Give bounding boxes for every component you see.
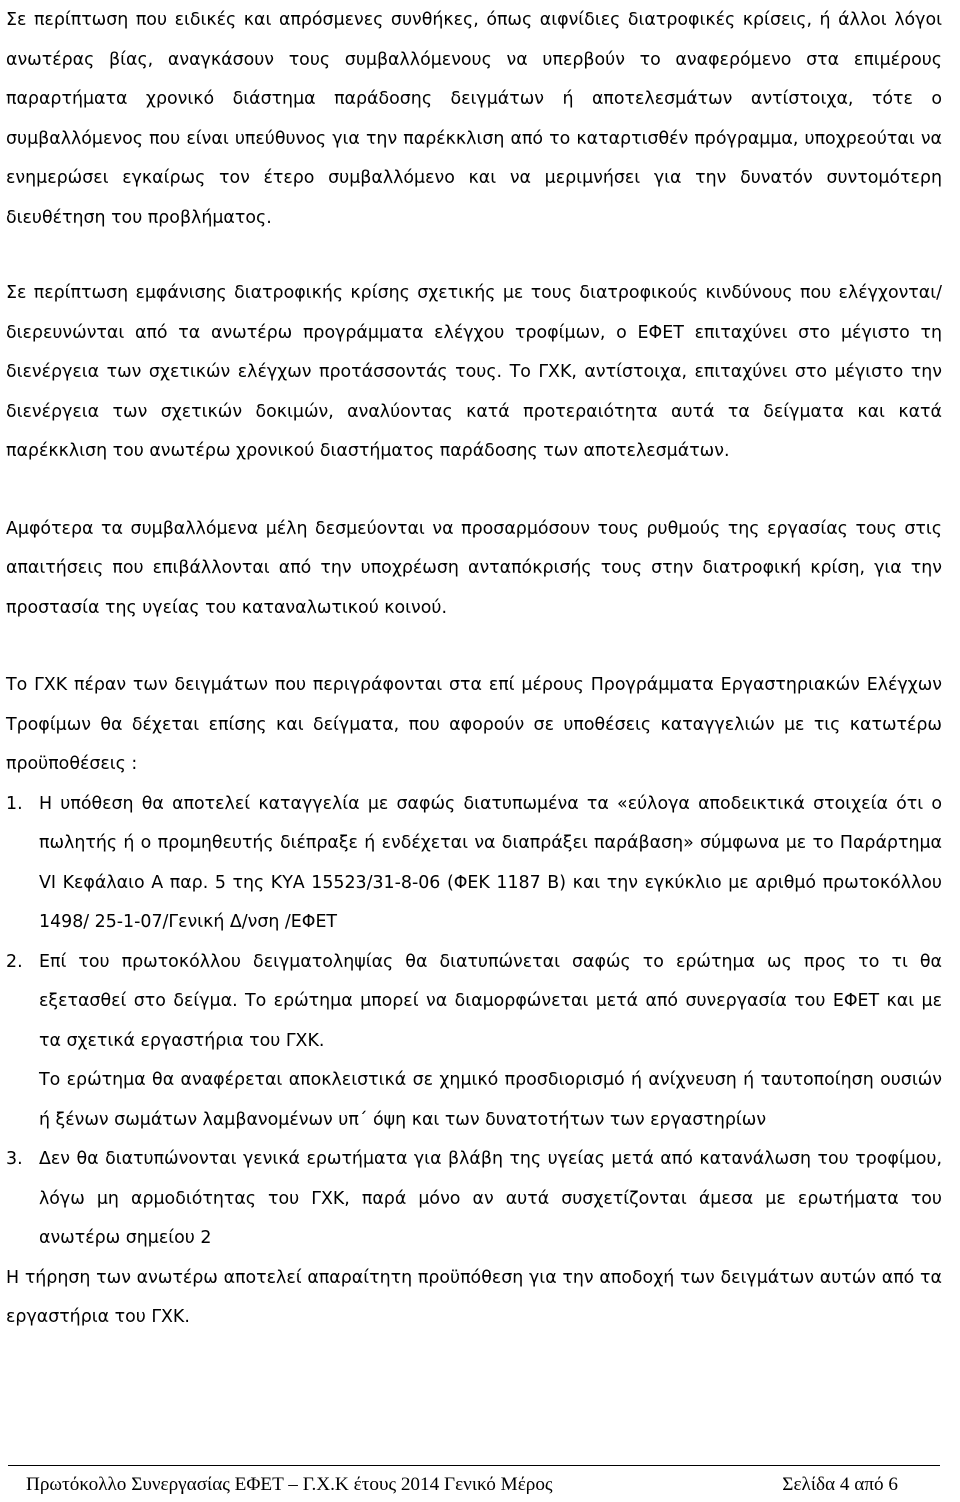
paragraph-spacer [6, 238, 942, 274]
paragraph-complaint-samples: Το ΓΧΚ πέραν των δειγμάτων που περιγράφονται στα επί μέρους Προγράμματα Εργαστηριακών Ελέγχων Τροφίμων θα δέχεται επίσης και δείγματα, που αφορούν σε υποθέσεις καταγγελιών με τις κατωτέρω προϋποθέσεις : [6, 675, 942, 774]
list-item-text: Δεν θα διατυπώνονται γενικά ερωτήματα για βλάβη της υγείας μετά από κατανάλωση του τροφίμου, λόγω μη αρμοδιότητας του ΓΧΚ, παρά μόνο αν αυτά συσχετίζονται άμεσα με ερωτήματα του ανωτέρω σημείου 2 [39, 1149, 942, 1248]
paragraph-spacer [6, 628, 942, 666]
list-item-text: Η υπόθεση θα αποτελεί καταγγελία με σαφώς διατυπωμένα τα «εύλογα αποδεικτικά στοιχεία ότι ο πωλητής ή ο προμηθευτής διέπραξε ή ενδέχεται να διαπράξει παράβαση» σύμφωνα με το Παράρτημα VI Κεφάλαιο Α παρ. 5 της ΚΥΑ 15523/31-8-06 (ΦΕΚ 1187 Β) και την εγκύκλιο με αριθμό πρωτοκόλλου 1498/ 25-1-07/Γενική Δ/νση /ΕΦΕΤ [39, 793, 942, 932]
footer-divider [8, 1465, 940, 1466]
list-item-text: Επί του πρωτοκόλλου δειγματοληψίας θα διατυπώνεται σαφώς το ερώτημα ως προς το τι θα εξετασθεί στο δείγμα. Το ερώτημα μπορεί να διαμορφώνεται μετά από συνεργασία του ΕΦΕΤ και με τα σχετικά εργαστήρια του ΓΧΚ. [39, 951, 942, 1051]
list-item-condition-1 [6, 785, 942, 943]
list-number: 2. [6, 951, 23, 972]
paragraph-closing: Η τήρηση των ανωτέρω αποτελεί απαραίτητη προϋπόθεση για την αποδοχή των δειγμάτων αυτών από τα εργαστήρια του ΓΧΚ. [6, 1267, 942, 1327]
page-footer [26, 1471, 898, 1499]
paragraph-spacer [6, 472, 942, 510]
list-number: 3. [6, 1149, 23, 1169]
list-number: 1. [6, 793, 23, 814]
paragraph-commitments: Αμφότερα τα συμβαλλόμενα μέλη δεσμεύονται να προσαρμόσουν τους ρυθμούς της εργασίας τους στις απαιτήσεις που επιβάλλονται από την υποχρέωση ανταπόκρισής τους στην διατροφική κρίση, για την προστασία της υγείας του καταναλωτικού κοινού. [6, 518, 942, 618]
list-item-extra-text: Το ερώτημα θα αναφέρεται αποκλειστικά σε χημικό προσδιορισμό ή ανίχνευση ή ταυτοποίηση ουσιών ή ξένων σωμάτων λαμβανομένων υπ΄ όψη και των δυνατοτήτων των εργαστηρίων [39, 1070, 942, 1130]
paragraph-delay-exceptions: Σε περίπτωση που ειδικές και απρόσμενες συνθήκες, όπως αιφνίδιες διατροφικές κρίσεις, ή άλλοι λόγοι ανωτέρας βίας, αναγκάσουν τους συμβαλλόμενους να υπερβούν το αναφερόμενο στα επιμέρους παραρτήματα χρονικό διάστημα παράδοσης δειγμάτων ή αποτελεσμάτων αντίστοιχα, τότε ο συμβαλλόμενος που είναι υπεύθυνος για την παρέκκλιση από το καταρτισθέν πρόγραμμα, υποχρεούται να ενημερώσει εγκαίρως τον έτερο συμβαλλόμενο και να μεριμνήσει για την δυνατόν συντομότερη διευθέτηση του προβλήματος. [6, 10, 942, 228]
paragraph-food-crisis: Σε περίπτωση εμφάνισης διατροφικής κρίσης σχετικής με τους διατροφικούς κινδύνους που ελέγχονται/διερευνώνται από τα ανωτέρω προγράμματα ελέγχου τροφίμων, ο ΕΦΕΤ επιταχύνει στο μέγιστο τη διενέργεια των σχετικών ελέγχων προτάσσοντάς τους. Το ΓΧΚ, αντίστοιχα, επιταχύνει στο μέγιστο την διενέργεια των σχετικών δοκιμών, αναλύοντας κατά προτεραιότητα αυτά τα δείγματα και κατά παρέκκλιση του ανωτέρω χρονικού διαστήματος παράδοσης των αποτελεσμάτων. [6, 283, 942, 461]
footer-page-number: Σελίδα 4 από 6 [782, 1474, 898, 1495]
list-item-condition-3 [6, 1140, 942, 1259]
list-item-condition-2 [6, 943, 942, 1141]
footer-document-title: Πρωτόκολλο Συνεργασίας ΕΦΕΤ – Γ.Χ.Κ έτους 2014 Γενικό Μέρος [26, 1474, 553, 1495]
document-body [6, 1, 942, 1338]
